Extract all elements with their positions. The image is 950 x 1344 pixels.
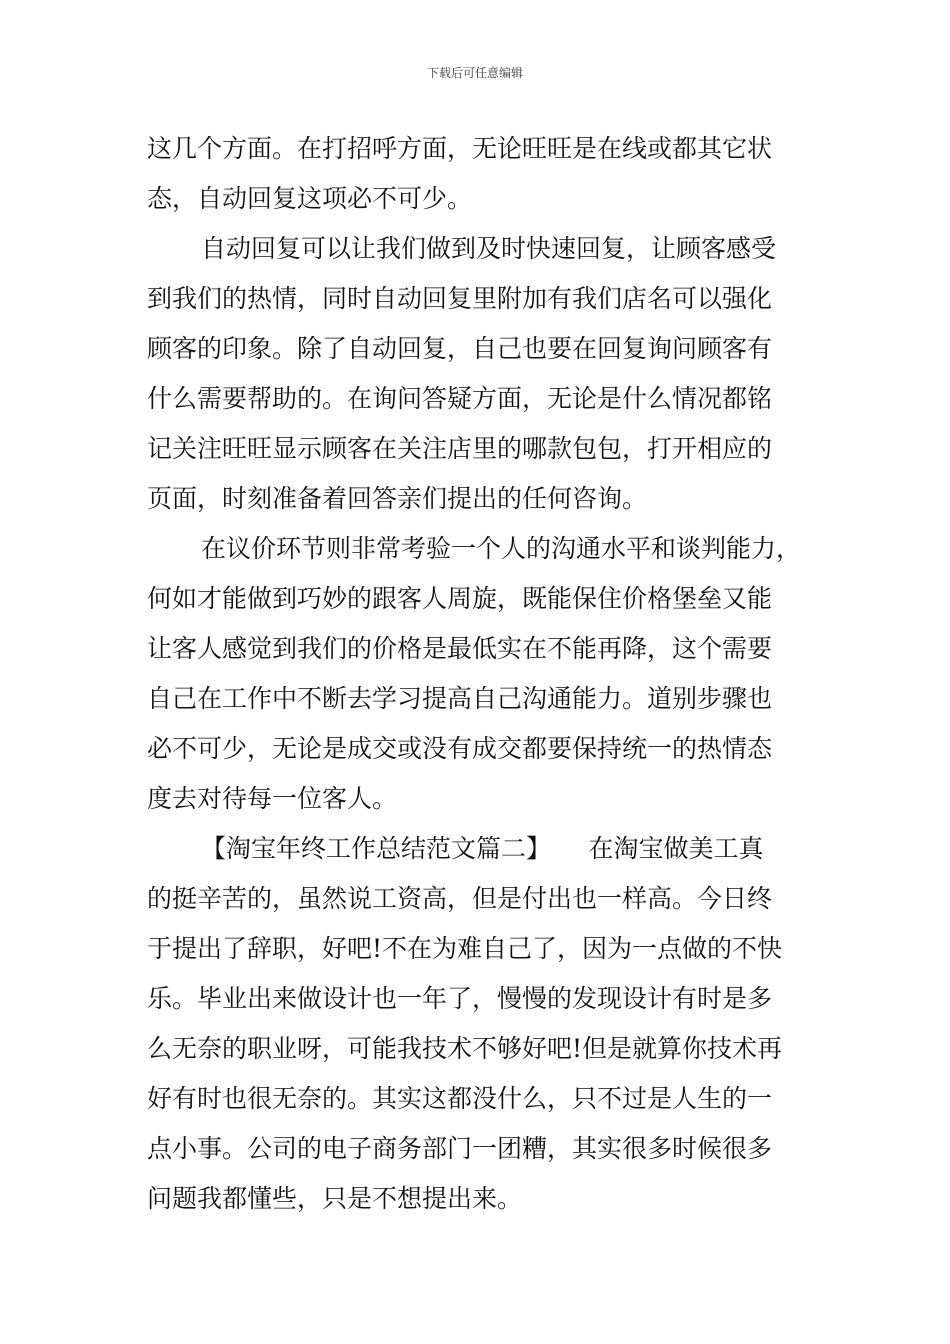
- text-line: 必不可少，无论是成交或没有成交都要保持统一的热情态: [147, 734, 773, 763]
- text-line: 点小事。公司的电子商务部门一团糟，其实很多时候很多: [147, 1134, 773, 1163]
- text-line: 乐。毕业出来做设计也一年了，慢慢的发现设计有时是多: [147, 984, 773, 1013]
- text-line: 自己在工作中不断去学习提高自己沟通能力。道别步骤也: [147, 684, 773, 713]
- text-line: 什么需要帮助的。在询问答疑方面，无论是什么情况都铭: [147, 384, 773, 413]
- text-line: 到我们的热情，同时自动回复里附加有我们店名可以强化: [147, 284, 773, 313]
- text-line: 么无奈的职业呀，可能我技术不够好吧!但是就算你技术再: [147, 1034, 783, 1063]
- text-line: 记关注旺旺显示顾客在关注店里的哪款包包，打开相应的: [147, 434, 773, 463]
- text-line: 何如才能做到巧妙的跟客人周旋，既能保住价格堡垒又能: [147, 584, 773, 613]
- body-text: [147, 124, 819, 1224]
- section-heading-line: 【淘宝年终工作总结范文篇二】 在淘宝做美工真: [201, 834, 764, 863]
- text-line: 于提出了辞职，好吧!不在为难自己了，因为一点做的不快: [147, 934, 783, 963]
- text-line: 自动回复可以让我们做到及时快速回复，让顾客感受: [201, 234, 777, 263]
- text-line: 好有时也很无奈的。其实这都没什么，只不过是人生的一: [147, 1084, 773, 1113]
- text-line: 顾客的印象。除了自动回复，自己也要在回复询问顾客有: [147, 334, 773, 363]
- page-header: 下载后可任意编辑: [426, 66, 523, 80]
- text-line: 问题我都懂些，只是不想提出来。: [147, 1184, 523, 1213]
- text-line: 页面，时刻准备着回答亲们提出的任何咨询。: [147, 484, 648, 513]
- text-line: 让客人感觉到我们的价格是最低实在不能再降，这个需要: [147, 634, 773, 663]
- text-line: 态，自动回复这项必不可少。: [147, 184, 473, 213]
- text-line: 在议价环节则非常考验一个人的沟通水平和谈判能力，: [201, 534, 802, 563]
- text-line: 度去对待每一位客人。: [147, 784, 398, 813]
- text-line: 的挺辛苦的，虽然说工资高，但是付出也一样高。今日终: [147, 884, 773, 913]
- text-line: 这几个方面。在打招呼方面，无论旺旺是在线或都其它状: [147, 134, 773, 163]
